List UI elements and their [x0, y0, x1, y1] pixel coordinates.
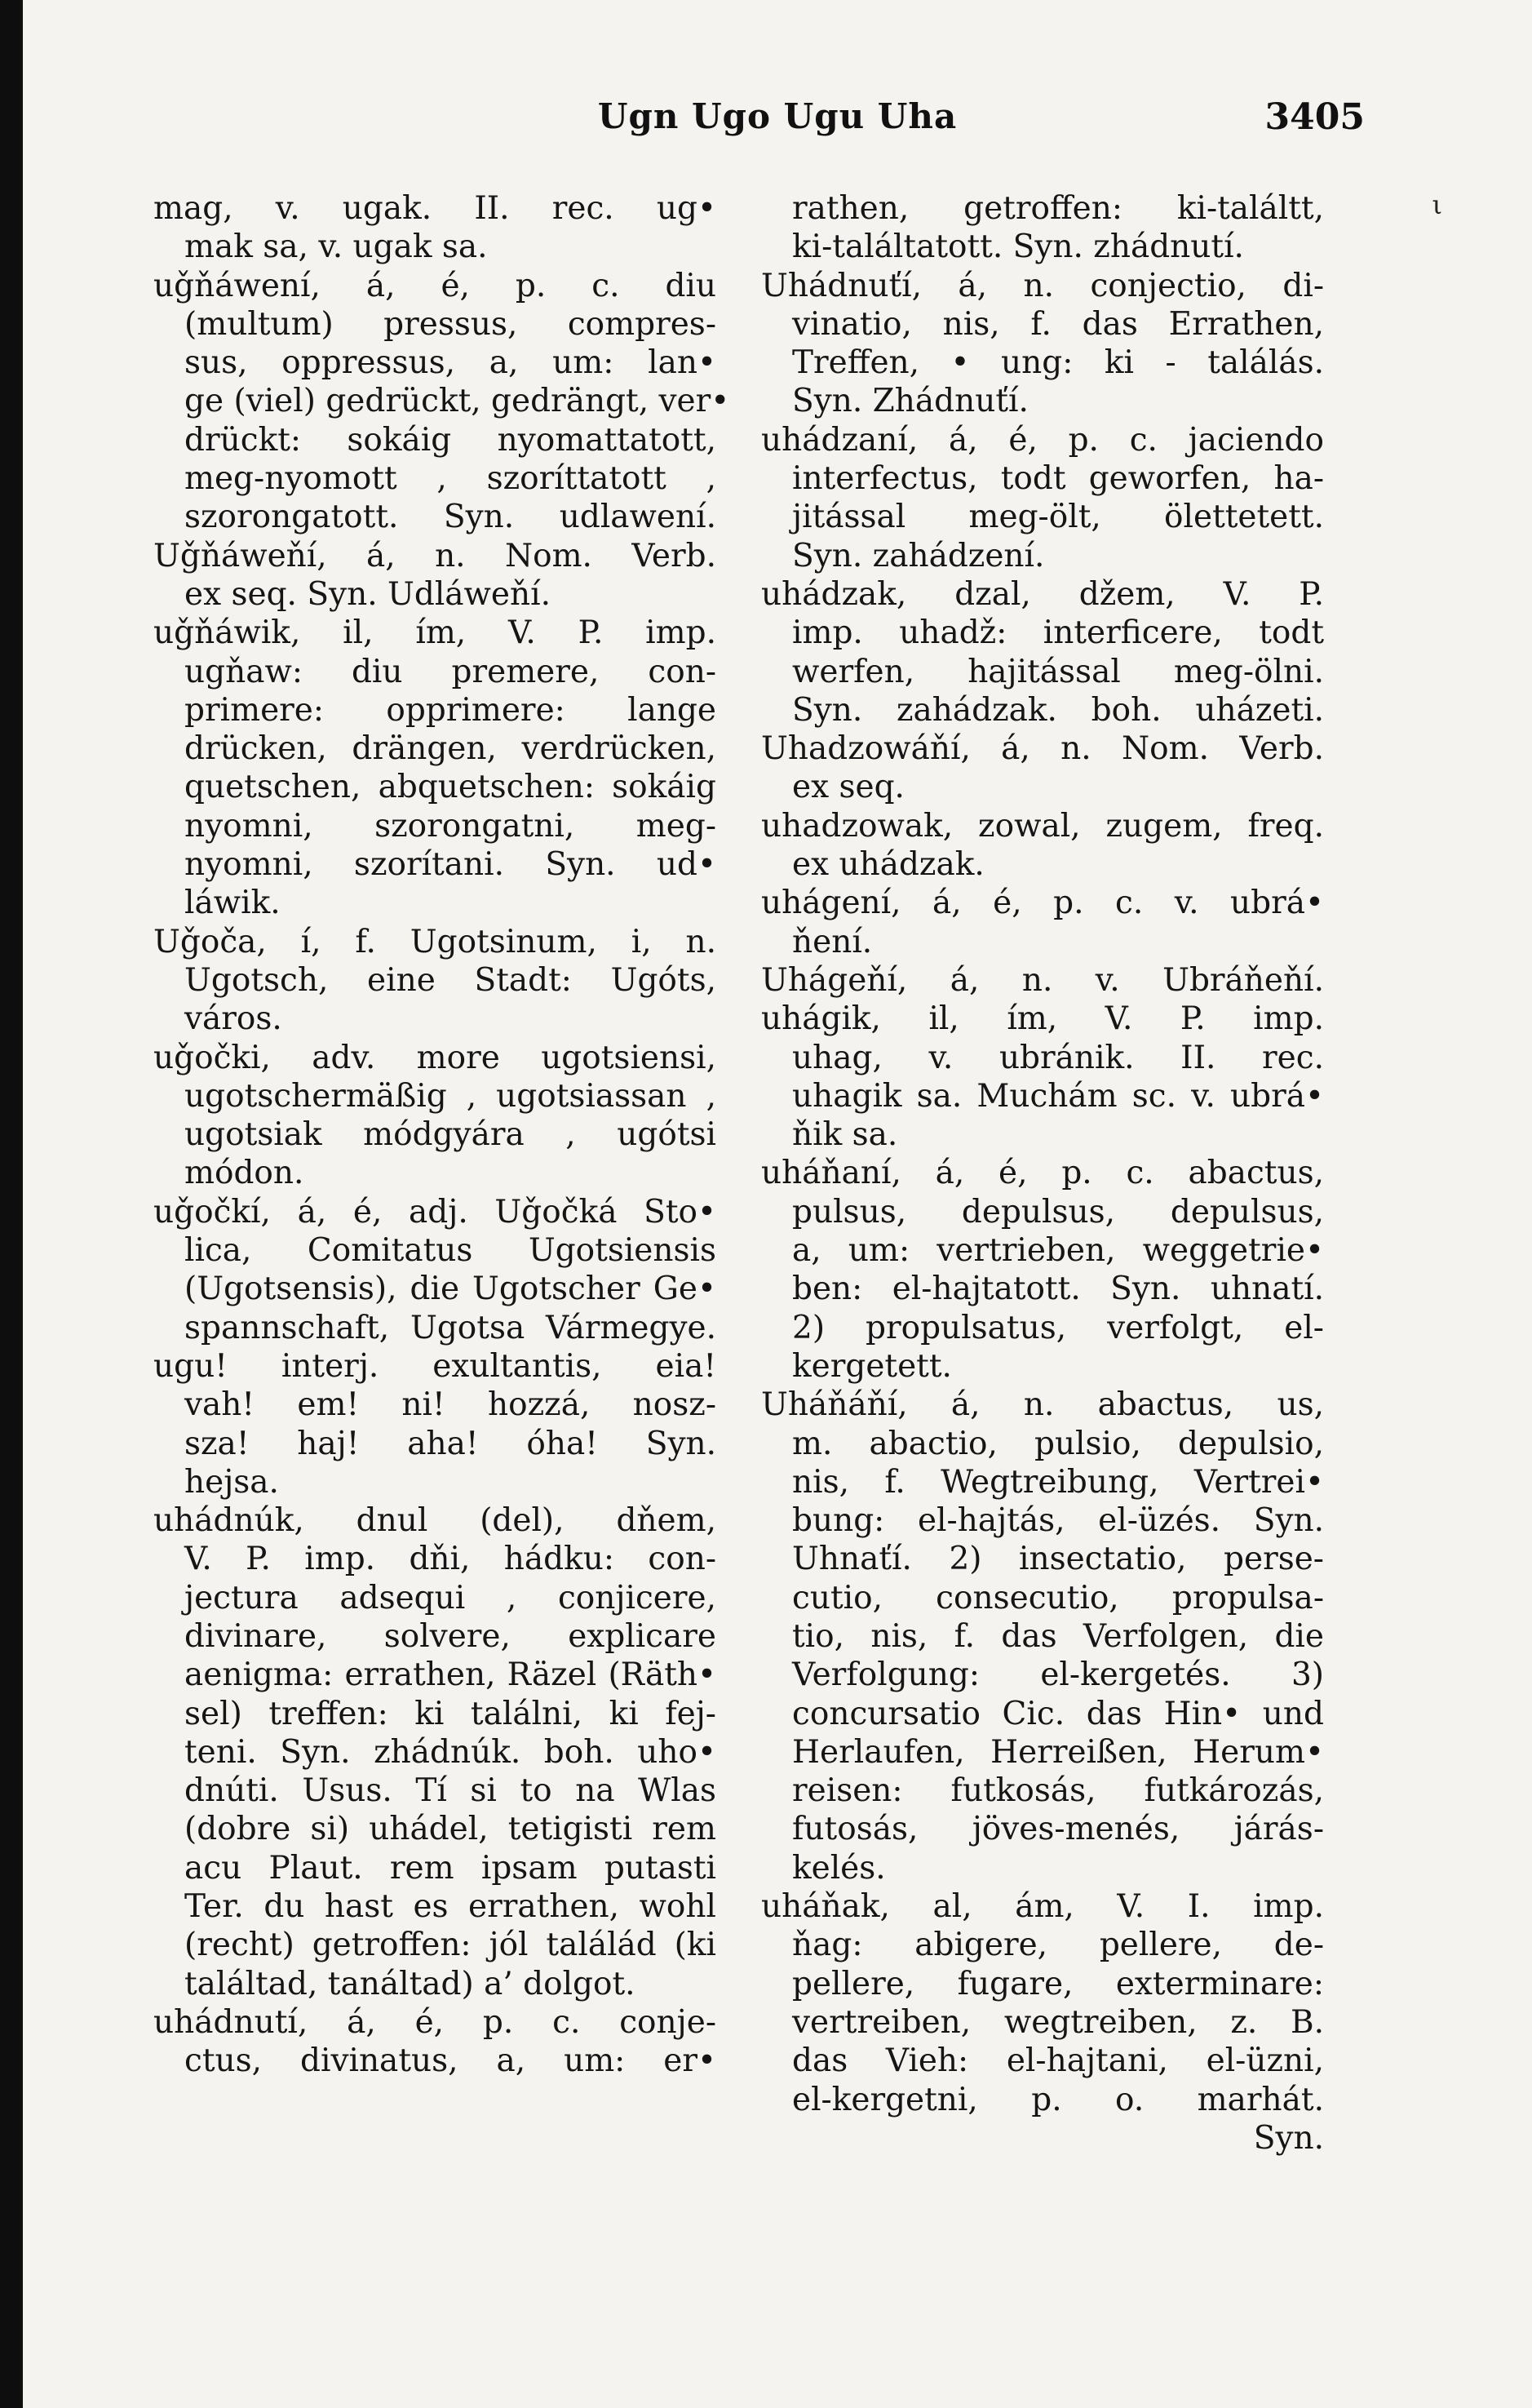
dictionary-line: uhádzaní, á, é, p. c. jaciendo [761, 421, 1324, 459]
dictionary-line: ugotschermäßig , ugotsiassan , [184, 1077, 716, 1115]
dictionary-line: Uhnaťí. 2) insectatio, perse- [792, 1541, 1324, 1578]
dictionary-line: Uhadzowáňí, á, n. Nom. Verb. [761, 730, 1324, 768]
dictionary-line: uháňak, al, ám, V. I. imp. [761, 1888, 1324, 1926]
page-number: 3405 [1264, 96, 1365, 138]
margin-mark: ι [1432, 189, 1442, 220]
dictionary-line: meg-nyomott , szoríttatott , [184, 460, 716, 498]
dictionary-line: uǧočkí, á, é, adj. Uǧočká Sto• [153, 1193, 716, 1231]
dictionary-line: ex seq. [792, 769, 905, 806]
dictionary-line: Syn. Zhádnuťí. [792, 383, 1029, 420]
dictionary-line: spannschaft, Ugotsa Vármegye. [184, 1309, 716, 1346]
dictionary-line: futosás, jöves-menés, járás- [792, 1811, 1324, 1848]
dictionary-line: sel) treffen: ki találni, ki fej- [184, 1695, 716, 1732]
dictionary-line: divinare, solvere, explicare [184, 1617, 716, 1655]
dictionary-line: találtad, tanáltad) a’ dolgot. [184, 1965, 635, 2002]
dictionary-line: uǧňáwení, á, é, p. c. diu [153, 267, 716, 304]
left-column [153, 189, 730, 2081]
dictionary-page [23, 0, 1532, 2408]
dictionary-line: vah! em! ni! hozzá, nosz- [184, 1386, 716, 1424]
dictionary-line: uhadzowak, zowal, zugem, freq. [761, 807, 1324, 845]
dictionary-line: nis, f. Wegtreibung, Vertrei• [792, 1463, 1324, 1501]
dictionary-line: pellere, fugare, exterminare: [792, 1965, 1324, 2002]
dictionary-line: quetschen, abquetschen: sokáig [184, 769, 716, 806]
dictionary-line: Ter. du hast es errathen, wohl [184, 1888, 716, 1926]
dictionary-line: rathen, getroffen: ki-találtt, [792, 190, 1324, 227]
dictionary-line: uǧňáwik, il, ím, V. P. imp. [153, 614, 716, 652]
dictionary-line: szorongatott. Syn. udlawení. [184, 499, 716, 536]
dictionary-line: uhágik, il, ím, V. P. imp. [761, 1000, 1324, 1038]
dictionary-line: nyomni, szorongatni, meg- [184, 807, 716, 845]
dictionary-line: bung: el-hajtás, el-üzés. Syn. [792, 1502, 1324, 1540]
dictionary-line: Uǧoča, í, f. Ugotsinum, i, n. [153, 923, 716, 960]
dictionary-line: kergetett. [792, 1347, 952, 1385]
dictionary-line: ge (viel) gedrückt, gedrängt, ver• [184, 383, 730, 420]
dictionary-line: 2) propulsatus, verfolgt, el- [792, 1309, 1324, 1346]
dictionary-line: Uhádnuťí, á, n. conjectio, di- [761, 267, 1324, 304]
dictionary-line: interfectus, todt geworfen, ha- [792, 460, 1324, 498]
dictionary-line: ňik sa. [792, 1116, 898, 1154]
running-title: Ugn Ugo Ugu Uha [597, 96, 958, 136]
dictionary-line: das Vieh: el-hajtani, el-üzni, [792, 2042, 1324, 2080]
dictionary-line: Syn. zahádzak. boh. uházeti. [792, 691, 1324, 729]
scan-dark-edge [0, 0, 23, 2408]
dictionary-line: mag, v. ugak. II. rec. ug• [153, 190, 716, 227]
dictionary-line: Syn. zahádzení. [792, 537, 1045, 574]
dictionary-line: concursatio Cic. das Hin• und [792, 1695, 1324, 1732]
dictionary-line: jectura adsequi , conjicere, [184, 1579, 716, 1616]
dictionary-line: vinatio, nis, f. das Errathen, [792, 305, 1324, 343]
dictionary-line: Uǧňáweňí, á, n. Nom. Verb. [153, 537, 716, 574]
dictionary-line: a, um: vertrieben, weggetrie• [792, 1232, 1324, 1270]
dictionary-line: drücken, drängen, verdrücken, [184, 730, 716, 768]
dictionary-line: sza! haj! aha! óha! Syn. [184, 1425, 716, 1462]
dictionary-line: ex uhádzak. [792, 846, 985, 884]
dictionary-line: lica, Comitatus Ugotsiensis [184, 1232, 716, 1270]
dictionary-line: láwik. [184, 885, 281, 922]
page-header [23, 96, 1532, 153]
dictionary-line: uhádzak, dzal, džem, V. P. [761, 575, 1324, 613]
dictionary-line: aenigma: errathen, Räzel (Räth• [184, 1656, 716, 1694]
dictionary-line: ex seq. Syn. Udláweňí. [184, 575, 551, 613]
dictionary-line: el-kergetni, p. o. marhát. [792, 2081, 1324, 2118]
dictionary-line: ki-találtatott. Syn. zhádnutí. [792, 228, 1244, 266]
dictionary-line: Uhágeňí, á, n. v. Ubráňeňí. [761, 961, 1324, 999]
dictionary-line: (dobre si) uhádel, tetigisti rem [184, 1811, 716, 1848]
dictionary-line: werfen, hajitással meg-ölni. [792, 653, 1324, 690]
dictionary-line: vertreiben, wegtreiben, z. B. [792, 2003, 1324, 2041]
dictionary-line: ugňaw: diu premere, con- [184, 653, 716, 690]
dictionary-line: drückt: sokáig nyomattatott, [184, 421, 716, 459]
dictionary-line: uháňaní, á, é, p. c. abactus, [761, 1155, 1324, 1192]
dictionary-line: teni. Syn. zhádnúk. boh. uho• [184, 1733, 716, 1771]
dictionary-line: mak sa, v. ugak sa. [184, 228, 488, 266]
dictionary-line: Syn. [1253, 2119, 1324, 2157]
dictionary-line: pulsus, depulsus, depulsus, [792, 1193, 1324, 1231]
dictionary-line: uǧočki, adv. more ugotsiensi, [153, 1039, 716, 1076]
dictionary-line: m. abactio, pulsio, depulsio, [792, 1425, 1324, 1462]
dictionary-line: tio, nis, f. das Verfolgen, die [792, 1617, 1324, 1655]
dictionary-line: uhag, v. ubránik. II. rec. [792, 1039, 1324, 1076]
right-column [761, 189, 1324, 2157]
dictionary-line: Ugotsch, eine Stadt: Ugóts, [184, 961, 716, 999]
dictionary-line: uhádnutí, á, é, p. c. conje- [153, 2003, 716, 2041]
dictionary-line: Verfolgung: el-kergetés. 3) [792, 1656, 1324, 1694]
dictionary-line: Treffen, • ung: ki - találás. [792, 344, 1324, 382]
dictionary-line: uhagik sa. Muchám sc. v. ubrá• [792, 1077, 1324, 1115]
dictionary-line: ňení. [792, 923, 873, 960]
dictionary-line: acu Plaut. rem ipsam putasti [184, 1849, 716, 1887]
dictionary-line: Uháňáňí, á, n. abactus, us, [761, 1386, 1324, 1424]
dictionary-line: ugotsiak módgyára , ugótsi [184, 1116, 716, 1154]
dictionary-line: jitással meg-ölt, ölettetett. [792, 499, 1324, 536]
dictionary-line: (multum) pressus, compres- [184, 305, 716, 343]
dictionary-line: (Ugotsensis), die Ugotscher Ge• [184, 1271, 716, 1308]
dictionary-line: Herlaufen, Herreißen, Herum• [792, 1733, 1324, 1771]
dictionary-line: módon. [184, 1155, 304, 1192]
dictionary-line: hejsa. [184, 1463, 279, 1501]
dictionary-line: város. [184, 1000, 282, 1038]
dictionary-line: ugu! interj. exultantis, eia! [153, 1347, 716, 1385]
dictionary-line: imp. uhadž: interficere, todt [792, 614, 1324, 652]
dictionary-line: ben: el-hajtatott. Syn. uhnatí. [792, 1271, 1324, 1308]
dictionary-line: nyomni, szorítani. Syn. ud• [184, 846, 716, 884]
dictionary-line: uhádnúk, dnul (del), dňem, [153, 1502, 716, 1540]
dictionary-line: sus, oppressus, a, um: lan• [184, 344, 716, 382]
dictionary-line: V. P. imp. dňi, hádku: con- [184, 1541, 716, 1578]
dictionary-line: dnúti. Usus. Tí si to na Wlas [184, 1772, 716, 1810]
dictionary-line: uhágení, á, é, p. c. v. ubrá• [761, 885, 1324, 922]
dictionary-line: cutio, consecutio, propulsa- [792, 1579, 1324, 1616]
dictionary-line: ctus, divinatus, a, um: er• [184, 2042, 716, 2080]
dictionary-line: primere: opprimere: lange [184, 691, 716, 729]
dictionary-line: kelés. [792, 1849, 886, 1887]
dictionary-line: (recht) getroffen: jól találád (ki [184, 1927, 716, 1964]
dictionary-line: ňag: abigere, pellere, de- [792, 1927, 1324, 1964]
dictionary-line: reisen: futkosás, futkározás, [792, 1772, 1324, 1810]
